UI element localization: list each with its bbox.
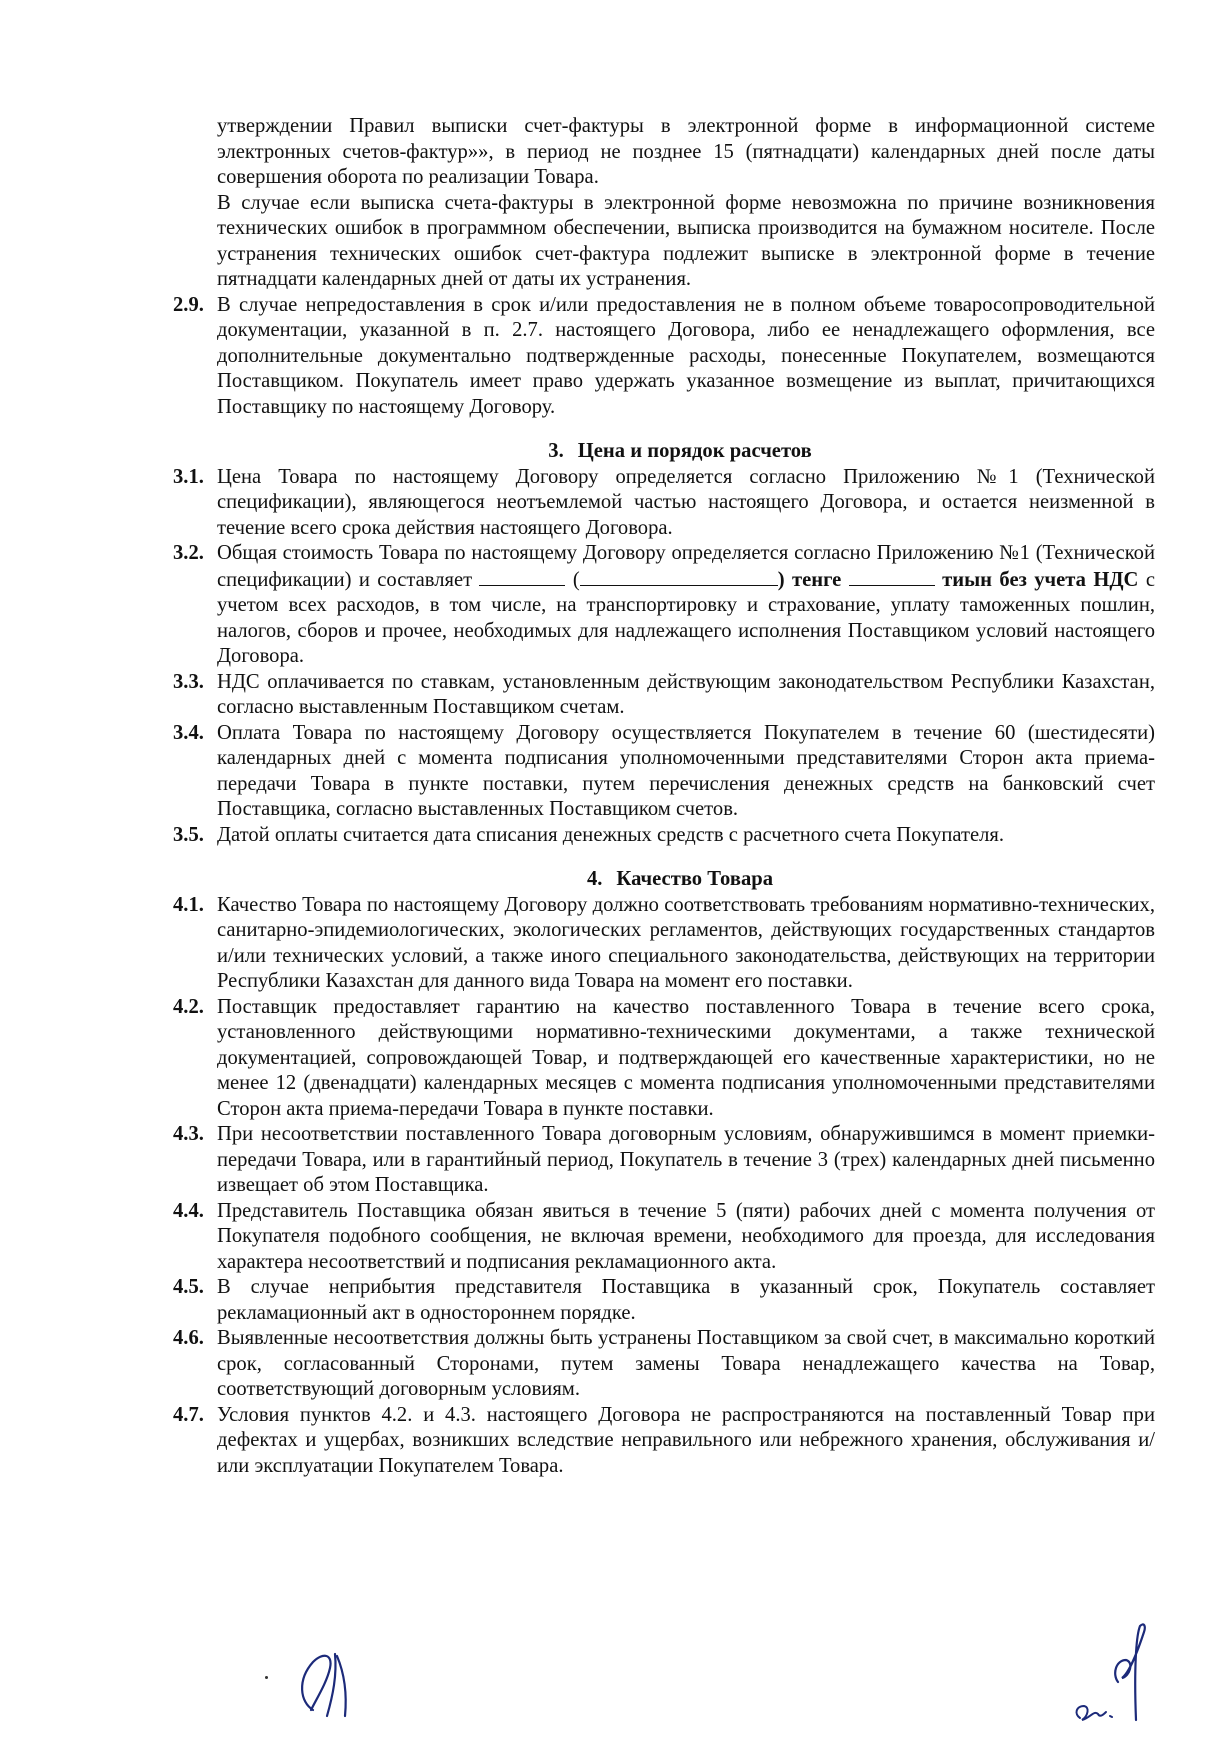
clause-number: 3.5.: [173, 823, 204, 846]
clause-text: Качество Товара по настоящему Договору должно соответствовать требованиям нормативно-технических, санитарно-эпидемиологических, экологических регламентов, действующих государственных стандартов и/или технических условий, а также иного специального законодательства, действующих на территории Республики Казахстан для данного вида Товара на момент его поставки.: [217, 893, 1155, 992]
clause-text: Оплата Товара по настоящему Договору осуществляется Покупателем в течение 60 (шестидесяти) календарных дней с момента подписания уполномоченными представителями Сторон акта приема-передачи Товара в пункте поставки, путем перечисления денежных средств на банковский счет Поставщика, согласно выставленных Поставщиком счетов.: [217, 721, 1155, 820]
paren-close: ): [777, 568, 785, 591]
clause-number: 3.3.: [173, 670, 204, 693]
tenge-label: тенге: [791, 568, 842, 591]
section-3-heading: [175, 439, 1155, 465]
section-title: Цена и порядок расчетов: [577, 440, 812, 462]
clause-4-5: [175, 1275, 1155, 1326]
clause-3-1: [175, 465, 1155, 542]
clause-3-5: [175, 823, 1155, 849]
amount-blank[interactable]: [479, 567, 565, 586]
buyer-initials-signature: [275, 1640, 395, 1720]
clause-4-7: [175, 1403, 1155, 1480]
section-number: 3.: [548, 440, 564, 462]
clause-number: 4.7.: [173, 1403, 204, 1426]
section-number: 4.: [586, 868, 603, 890]
clause-3-2: [175, 541, 1155, 670]
clause-number: 3.4.: [173, 721, 204, 744]
clause-4-6: [175, 1326, 1155, 1403]
clause-number: 2.9.: [173, 293, 204, 316]
clause-3-4: [175, 721, 1155, 823]
clause-text: В случае неприбытия представителя Поставщика в указанный срок, Покупатель составляет рекламационный акт в одностороннем порядке.: [217, 1276, 1155, 1324]
document-body: [175, 114, 1155, 1479]
clause-number: 4.3.: [173, 1123, 204, 1145]
intro-paragraph-1: утверждении Правил выписки счет-фактуры в электронной форме в информационной системе электронных счетов-фактур»», в период не позднее 15 (пятнадцати) календарных дней после даты совершения оборота по реализации Товара.: [217, 115, 1155, 188]
clause-number: 4.1.: [173, 893, 204, 916]
clause-3-3: [175, 670, 1155, 721]
clause-number: 4.5.: [173, 1276, 204, 1298]
clause-text: Выявленные несоответствия должны быть устранены Поставщиком за свой счет, в максимально короткий срок, согласованный Сторонами, путем замены Товара ненадлежащего качества на Товар, соответствующий договорным условиям.: [217, 1327, 1155, 1400]
ink-dot: [265, 1676, 268, 1679]
tiyn-blank[interactable]: [849, 567, 935, 586]
supplier-initials-signature: [1060, 1610, 1170, 1730]
clause-number: 4.2.: [173, 995, 204, 1018]
clause-text: Условия пунктов 4.2. и 4.3. настоящего Договора не распространяются на поставленный Товар при дефектах и ущербах, возникших вследствие неправильного или небрежного хранения, обслуживания и/или эксплуатации Покупателем Товара.: [217, 1403, 1155, 1477]
section-4-heading: [175, 867, 1155, 893]
clause-number: 4.4.: [173, 1199, 204, 1222]
clause-text: Представитель Поставщика обязан явиться в течение 5 (пяти) рабочих дней с момента получения от Покупателя подобного сообщения, не включая времени, необходимого для проезда, для исследования характера несоответствий и подписания рекламационного акта.: [217, 1199, 1155, 1273]
clause-number: 4.6.: [173, 1327, 204, 1349]
clause-text: Цена Товара по настоящему Договору определяется согласно Приложению №1 (Технической спецификации), являющегося неотъемлемой частью настоящего Договора, и остается неизменной в течение всего срока действия настоящего Договора.: [217, 465, 1155, 539]
clause-4-2: [175, 995, 1155, 1123]
clause-text: Датой оплаты считается дата списания денежных средств с расчетного счета Покупателя.: [217, 823, 1005, 846]
clause-text: НДС оплачивается по ставкам, установленным действующим законодательством Республики Казахстан, согласно выставленным Поставщиком счетам.: [217, 670, 1155, 718]
clause-text: Поставщик предоставляет гарантию на качество поставленного Товара в течение всего срока, установленного действующими нормативно-техническими документами, а также технической документацией, сопровождающей Товар, и подтверждающей его качественные характеристики, но не менее 12 (двенадцати) календарных месяцев с момента подписания уполномоченными представителями Сторон акта приема-передачи Товара в пункте поставки.: [217, 995, 1155, 1120]
clause-number: 3.1.: [173, 465, 204, 488]
clause-text-continued: с учетом всех расходов, в том числе, на транспортировку и страхование, уплату таможенных пошлин, налогов, сборов и прочее, необходимых для надлежащего исполнения Поставщиком условий настоящего Договора.: [217, 568, 1155, 667]
intro-paragraph-2: В случае если выписка счета-фактуры в электронной форме невозможна по причине возникновения технических ошибок в программном обеспечении, выписка производится на бумажном носителе. После устранения технических ошибок счет-фактура подлежит выписке в электронной форме в течение пятнадцати календарных дней от даты их устранения.: [217, 191, 1155, 290]
clause-2-9: [175, 293, 1155, 421]
clause-4-1: [175, 893, 1155, 995]
paren-open: (: [572, 568, 580, 591]
clause-4-4: [175, 1199, 1155, 1276]
clause-number: 3.2.: [173, 542, 204, 564]
intro-block: [175, 114, 1155, 293]
clause-text: В случае непредоставления в срок и/или предоставления не в полном объеме товаросопроводительной документации, указанной в п. 2.7. настоящего Договора, либо ее ненадлежащего оформления, все дополнительные документально подтвержденные расходы, понесенные Покупателем, возмещаются Поставщиком. Покупатель имеет право удержать указанное возмещение из выплат, причитающихся Поставщику по настоящему Договору.: [217, 293, 1155, 418]
section-title: Качество Товара: [616, 868, 774, 890]
amount-words-blank[interactable]: [580, 567, 778, 586]
tiyn-label: тиын без учета НДС: [942, 568, 1139, 591]
clause-text: Общая стоимость Товара по настоящему Договору определяется согласно Приложению №1 (Технической спецификации) и составляет: [217, 542, 1155, 591]
clause-text: При несоответствии поставленного Товара договорным условиям, обнаружившимся в момент приемки-передачи Товара, или в гарантийный период, Покупатель в течение 3 (трех) календарных дней письменно извещает об этом Поставщика.: [217, 1123, 1155, 1196]
clause-4-3: [175, 1122, 1155, 1199]
